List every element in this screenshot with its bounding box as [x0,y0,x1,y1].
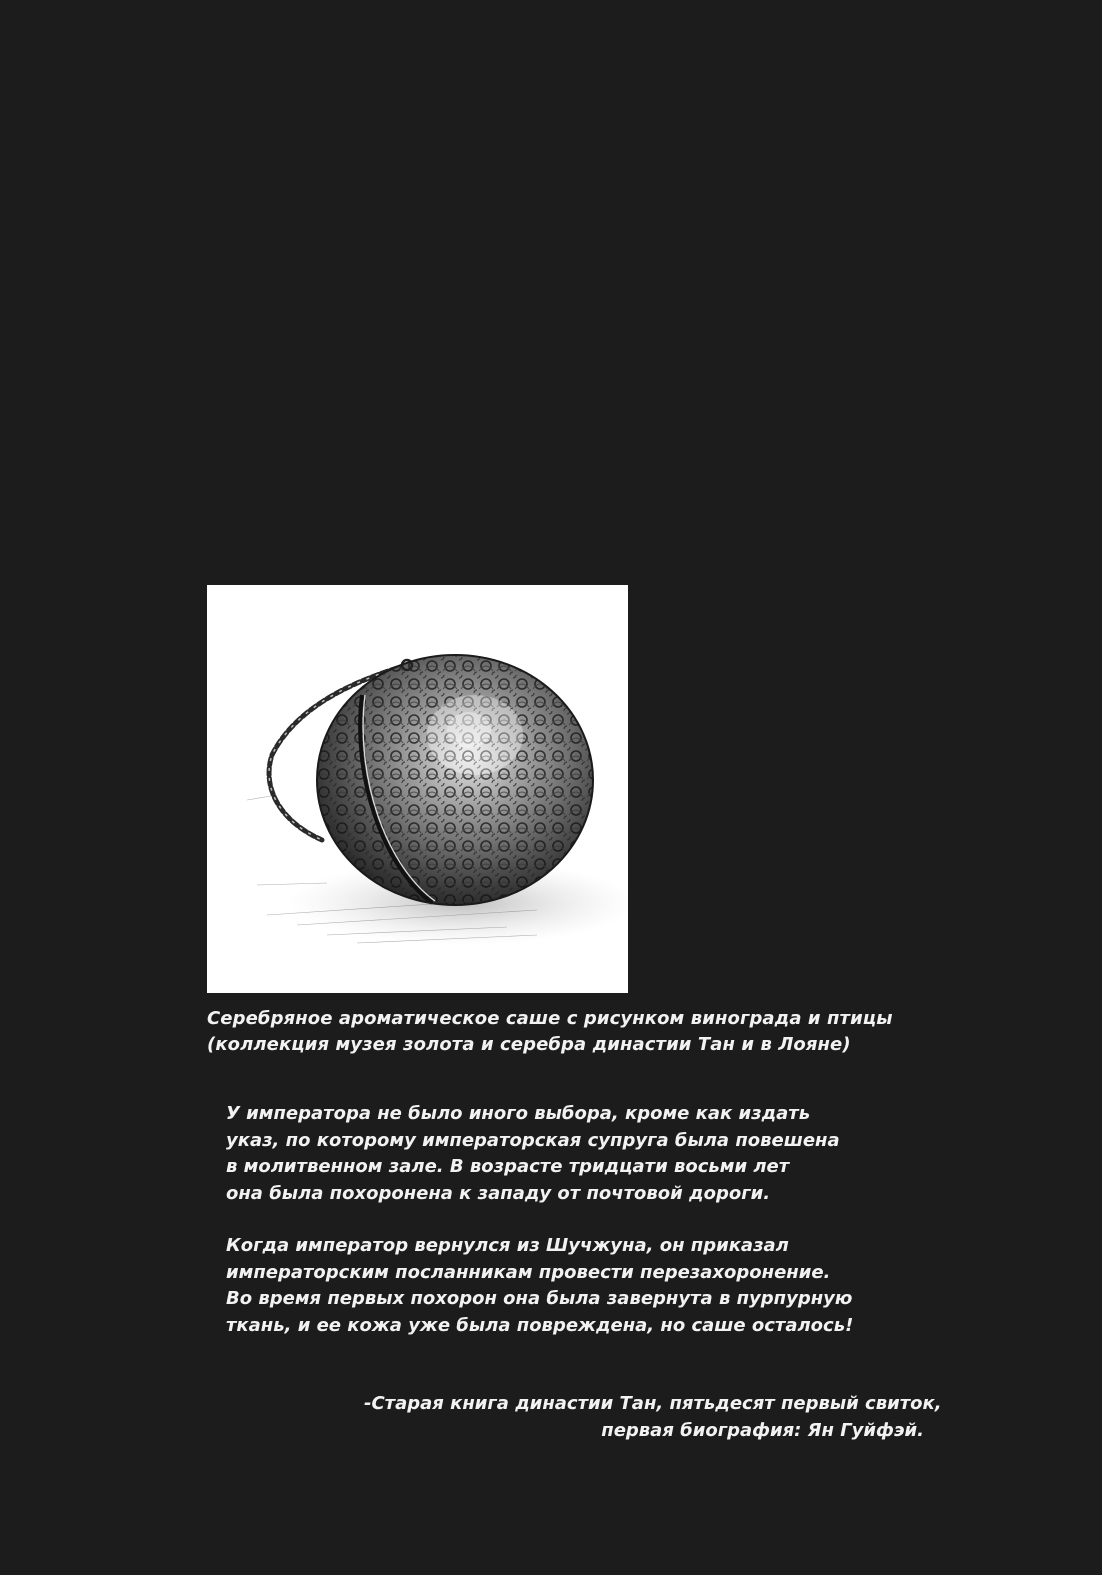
paragraph-line: Когда император вернулся из Шучжуна, он приказал [226,1235,789,1256]
paragraph-line: императорским посланникам провести перезахоронение. [226,1261,831,1283]
paragraph-line: У императора не было иного выбора, кроме как издать [226,1103,811,1124]
citation-line: первая биография: Ян Гуйфэй. [601,1420,924,1441]
illustration-caption [207,1006,907,1058]
citation-line: -Старая книга династии Тан, пятьдесят первый свиток, [364,1393,942,1414]
paragraph-1 [226,1101,866,1207]
silver-ball-drawing [207,585,628,993]
paragraph-2 [226,1233,866,1339]
caption-line: (коллекция музея золота и серебра династии Тан и в Лояне) [207,1034,851,1055]
sachet-illustration [207,585,628,993]
source-citation [364,1390,942,1444]
paragraph-line: она была похоронена к западу от почтовой дороги. [226,1182,771,1204]
caption-line: Серебряное ароматическое саше с рисунком винограда и птицы [207,1008,893,1029]
paragraph-line: Во время первых похорон она была завернута в пурпурную [226,1288,853,1309]
paragraph-line: в молитвенном зале. В возрасте тридцати восьми лет [226,1156,790,1177]
paragraph-line: ткань, и ее кожа уже была повреждена, но саше осталось! [226,1314,854,1336]
paragraph-line: указ, по которому императорская супруга была повешена [226,1129,840,1151]
